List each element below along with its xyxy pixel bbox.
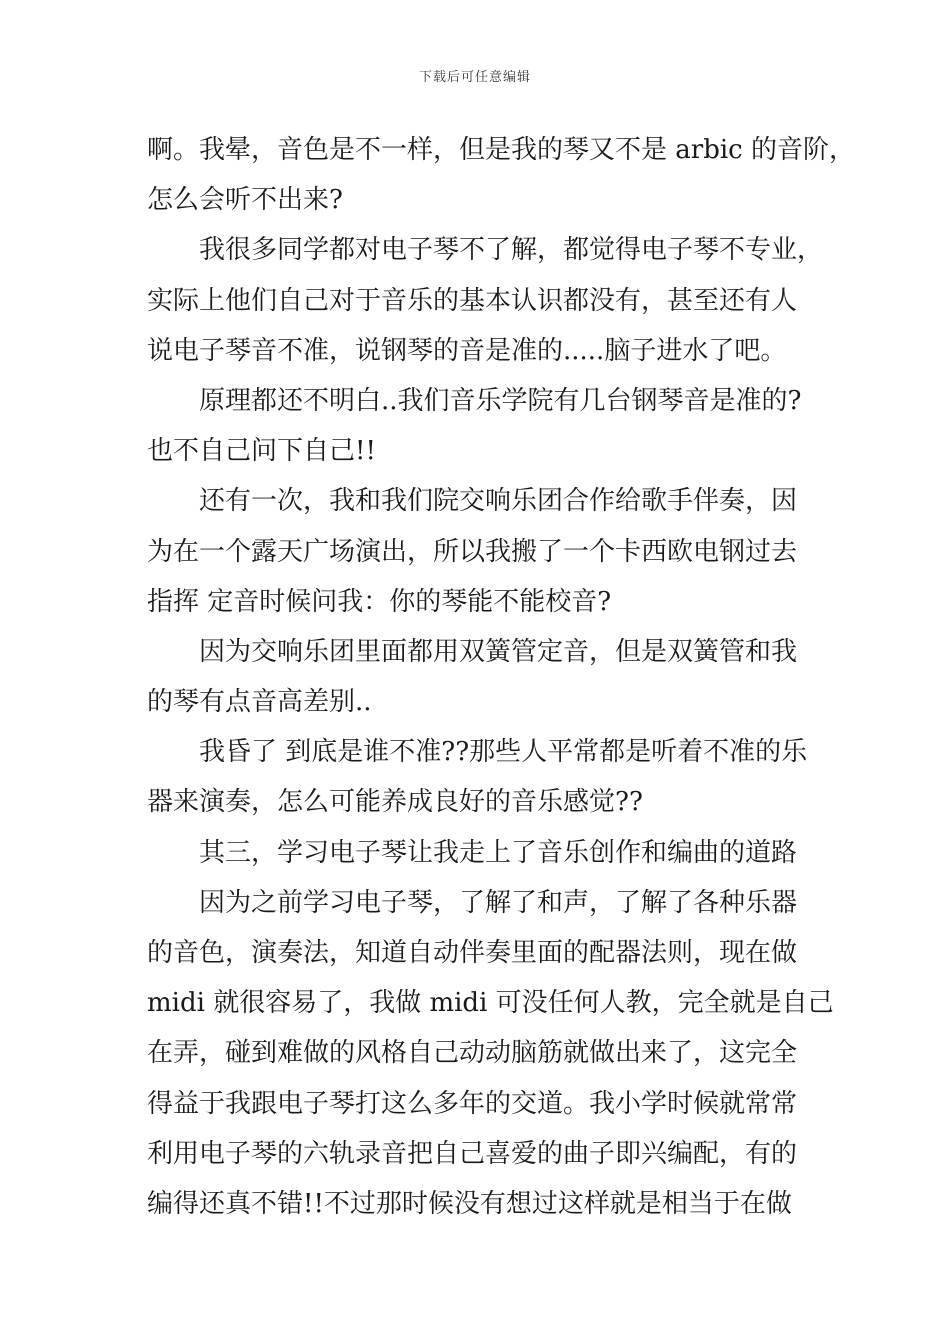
text-line: 在弄，碰到难做的风格自己动动脑筋就做出来了，这完全 — [147, 1038, 798, 1069]
text-line: 编得还真不错!!不过那时候没有想过这样就是相当于在做 — [147, 1188, 792, 1219]
text-line: 也不自己问下自己!! — [147, 436, 376, 467]
text-line: 我很多同学都对电子琴不了解，都觉得电子琴不专业， — [199, 235, 824, 266]
page-header: 下载后可任意编辑 — [418, 70, 531, 85]
text-line: 说电子琴音不准，说钢琴的音是准的.....脑子进水了吧。 — [147, 335, 787, 366]
text-line: 因为交响乐团里面都用双簧管定音，但是双簧管和我 — [199, 636, 798, 667]
text-line: 啊。我晕，音色是不一样，但是我的琴又不是 arbic 的音阶， — [147, 135, 855, 165]
text-line: 因为之前学习电子琴，了解了和声，了解了各种乐器 — [199, 887, 798, 918]
text-line: 得益于我跟电子琴打这么多年的交道。我小学时候就常常 — [147, 1088, 798, 1119]
text-line: 指挥 定音时候问我：你的琴能不能校音? — [147, 586, 612, 617]
text-line: 的音色，演奏法，知道自动伴奏里面的配器法则，现在做 — [147, 938, 798, 968]
document-body — [147, 125, 855, 1229]
text-line: 的琴有点音高差别.. — [147, 687, 372, 718]
text-line: midi 就很容易了，我做 midi 可没任何人教，完全就是自己 — [147, 988, 834, 1019]
text-line: 为在一个露天广场演出，所以我搬了一个卡西欧电钢过去 — [147, 536, 798, 567]
text-line: 我昏了 到底是谁不准??那些人平常都是听着不准的乐 — [199, 737, 808, 768]
text-line: 怎么会听不出来? — [147, 185, 343, 216]
text-line: 实际上他们自己对于音乐的基本认识都没有，甚至还有人 — [147, 285, 798, 316]
text-line: 器来演奏，怎么可能养成良好的音乐感觉?? — [147, 787, 643, 818]
text-line: 还有一次，我和我们院交响乐团合作给歌手伴奏，因 — [199, 486, 798, 517]
text-line: 其三，学习电子琴让我走上了音乐创作和编曲的道路 — [199, 837, 798, 868]
text-line: 原理都还不明白..我们音乐学院有几台钢琴音是准的? — [199, 385, 802, 416]
text-line: 利用电子琴的六轨录音把自己喜爱的曲子即兴编配，有的 — [147, 1138, 798, 1169]
